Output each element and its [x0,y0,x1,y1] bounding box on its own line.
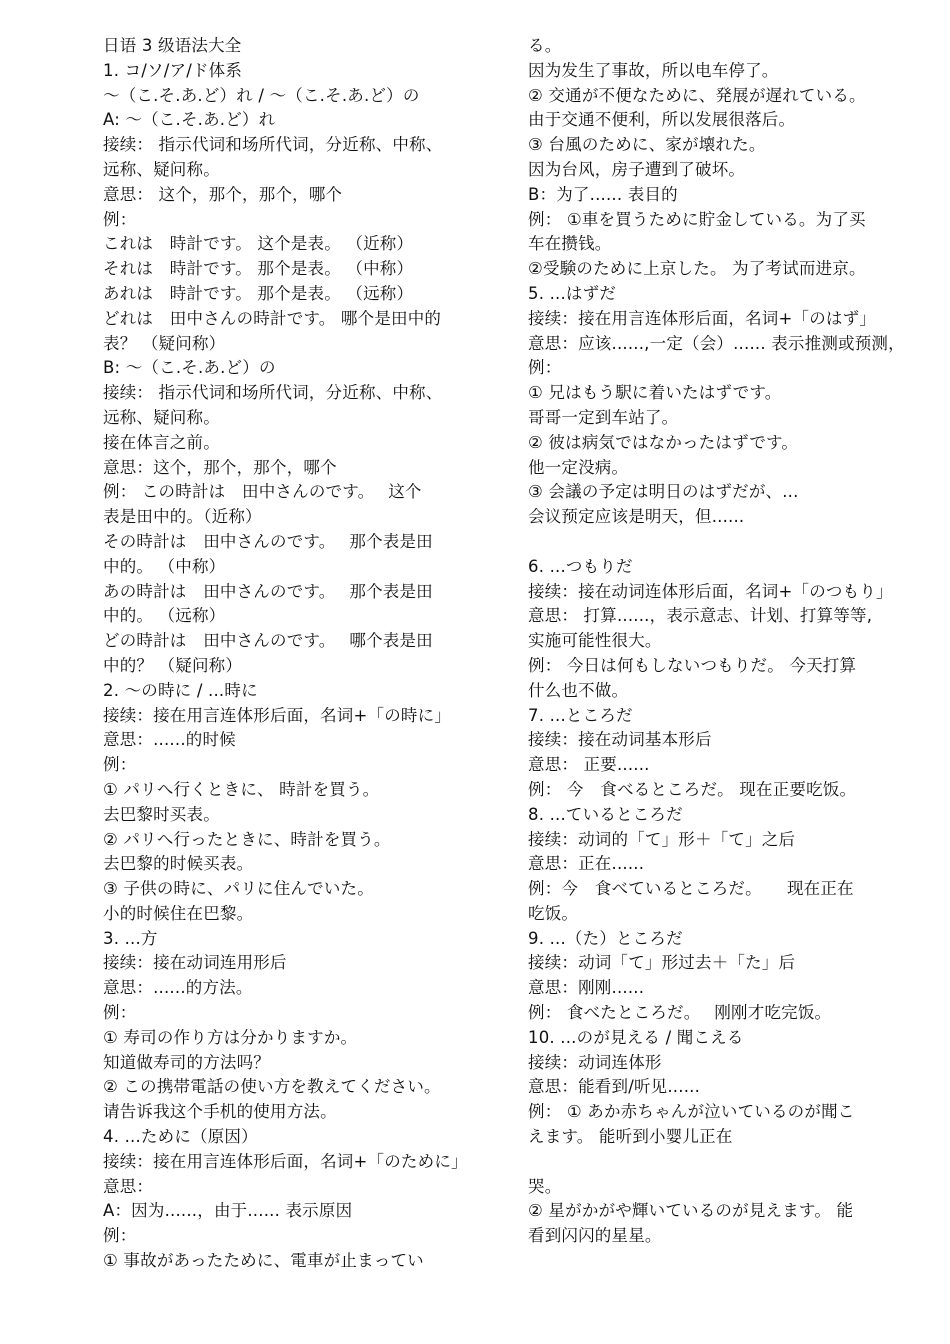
text-line: 例： ① あか赤ちゃんが泣いているのが聞こ [528,1102,855,1122]
text-line: 接续：接在动词连体形后面，名词+「のつもり」 [528,581,893,601]
text-line: 8. ...ているところだ [528,804,683,824]
text-line: 5. ...はずだ [528,283,617,303]
text-line: ① 事故があったために、電車が止まってい [103,1251,424,1271]
text-line: 接续：接在用言连体形后面，名词+「のために」 [103,1151,468,1171]
text-line: 去巴黎的时候买表。 [103,854,254,874]
text-line: ②受験のために上京した。 为了考试而进京。 [528,259,866,279]
text-line: 因为发生了事故，所以电车停了。 [528,60,779,80]
text-line: 意思： [103,1176,154,1196]
text-line: 表？ （疑问称） [103,333,226,353]
text-line: 去巴黎时买表。 [103,804,220,824]
text-line: 吃饭。 [528,903,579,923]
text-line: 什么也不做。 [528,680,629,700]
text-line: ② 交通が不便なために、発展が遅れている。 [528,85,866,105]
text-line: ③ 台風のために、家が壊れた。 [528,135,766,155]
text-line: 接续：接在用言连体形后面，名词+「のはず」 [528,308,877,328]
text-line: 4. ...ために（原因） [103,1127,258,1147]
text-line: 接续： 指示代词和场所代词，分近称、中称、 [103,383,443,403]
text-line: 6. ...つもりだ [528,556,633,576]
text-line: 例： [103,1226,137,1246]
text-line: る。 [528,36,562,55]
text-line: 接续：动词「て」形过去＋「た」后 [528,953,796,973]
text-line: 车在攒钱。 [528,234,612,254]
text-line: 他一定没病。 [528,457,629,477]
text-line: ① 兄はもう駅に着いたはずです。 [528,383,782,403]
text-line: 意思：这个，那个，那个，哪个 [103,457,337,477]
text-line: 9. ...（た）ところだ [528,928,683,948]
text-line: それは 時計です。 那个是表。 （中称） [103,259,414,279]
text-line: A: ～（こ.そ.あ.ど）れ [103,110,276,130]
text-line: 例： この時計は 田中さんのです。 这个 [103,482,422,502]
text-line: ③ 会議の予定は明日のはずだが、... [528,482,799,502]
right-text-column [528,34,930,1249]
text-line: 例： 食べたところだ。 刚刚才吃完饭。 [528,1003,832,1023]
text-line: 例： [103,209,137,229]
text-line: B：为了...... 表目的 [528,184,678,204]
text-line: ～（こ.そ.あ.ど）れ / ～（こ.そ.あ.ど）の [103,85,420,105]
text-line: 接在体言之前。 [103,432,220,452]
text-line: 意思： 这个，那个，那个，哪个 [103,184,343,204]
text-line: 2. ～の時に / ...時に [103,680,258,700]
text-line: B: ～（こ.そ.あ.ど）の [103,358,276,378]
text-line: 会议预定应该是明天，但...... [528,507,745,527]
text-line: 意思：刚刚...... [528,978,645,998]
text-line: 意思：......的时候 [103,730,236,750]
text-line: 接续：接在动词连用形后 [103,953,287,973]
text-line: 请告诉我这个手机的使用方法。 [103,1102,337,1122]
blank-line [528,1150,930,1175]
text-line: 远称、疑问称。 [103,407,220,427]
text-line: ① パリへ行くときに、 時計を買う。 [103,779,380,799]
text-line: ② この携帯電話の使い方を教えてください。 [103,1077,441,1097]
text-line: 例： [528,358,562,378]
text-line: 意思： 打算......，表示意志、计划、打算等等, [528,606,873,626]
text-line: 表是田中的。（近称） [103,507,262,527]
text-line: 例： [103,755,137,775]
text-line: 由于交通不便利，所以发展很落后。 [528,110,796,130]
text-line: 哭。 [528,1176,562,1196]
left-text-column [103,34,499,1274]
text-line: 实施可能性很大。 [528,631,662,651]
text-line: 10. ...のが見える / 聞こえる [528,1027,744,1047]
text-line: ② 星がかがや輝いているのが見えます。 能 [528,1201,854,1221]
text-line: どれは 田中さんの時計です。 哪个是田中的 [103,308,442,328]
text-line: 接续： 指示代词和场所代词，分近称、中称、 [103,135,443,155]
text-line: 接续：动词的「て」形＋「て」之后 [528,829,796,849]
text-line: A：因为......，由于...... 表示原因 [103,1201,353,1221]
text-line: どの時計は 田中さんのです。 哪个表是田 [103,631,433,651]
text-line: 例： [103,1003,137,1023]
text-line: ② 彼は病気ではなかったはずです。 [528,432,799,452]
text-line: 意思：正在...... [528,854,645,874]
text-line: あれは 時計です。 那个是表。 （远称） [103,283,414,303]
text-line: 远称、疑问称。 [103,159,220,179]
text-line: 中的？ （疑问称） [103,655,243,675]
text-line: えます。 能听到小婴儿正在 [528,1127,733,1147]
text-line: 意思：应该......,一定（会）...... 表示推测或预测， [528,333,905,353]
text-line: 接续：动词连体形 [528,1052,662,1072]
text-line: 知道做寿司的方法吗？ [103,1052,270,1072]
text-line: 接续：接在动词基本形后 [528,730,712,750]
text-line: 因为台风，房子遭到了破坏。 [528,159,746,179]
text-line: 例： 今日は何もしないつもりだ。 今天打算 [528,655,857,675]
text-line: 意思： 正要...... [528,755,650,775]
text-line: ① 寿司の作り方は分かりますか。 [103,1027,358,1047]
text-line: 接续：接在用言连体形后面，名词+「の時に」 [103,705,452,725]
text-line: 哥哥一定到车站了。 [528,407,679,427]
text-line: ③ 子供の時に、パリに住んでいた。 [103,879,374,899]
text-line: 日语 3 级语法大全 [103,36,242,55]
text-line: 中的。 （中称） [103,556,226,576]
text-line: 例： 今 食べるところだ。 现在正要吃饭。 [528,779,857,799]
text-line: 看到闪闪的星星。 [528,1226,662,1246]
text-line: 例：今 食べているところだ。 现在正在 [528,879,854,899]
text-line: あの時計は 田中さんのです。 那个表是田 [103,581,433,601]
text-line: その時計は 田中さんのです。 那个表是田 [103,531,433,551]
blank-line [528,530,930,555]
text-line: これは 時計です。 这个是表。 （近称） [103,234,414,254]
text-line: 意思：......的方法。 [103,978,253,998]
text-line: 意思：能看到/听见...... [528,1077,701,1097]
text-line: 例： ①車を買うために貯金している。为了买 [528,209,866,229]
text-line: 中的。 （远称） [103,606,226,626]
text-line: 1. コ/ソ/ア/ド体系 [103,60,243,80]
text-line: ② パリへ行ったときに、時計を買う。 [103,829,391,849]
text-line: 7. ...ところだ [528,705,633,725]
text-line: 3. ...方 [103,928,158,948]
text-line: 小的时候住在巴黎。 [103,903,254,923]
